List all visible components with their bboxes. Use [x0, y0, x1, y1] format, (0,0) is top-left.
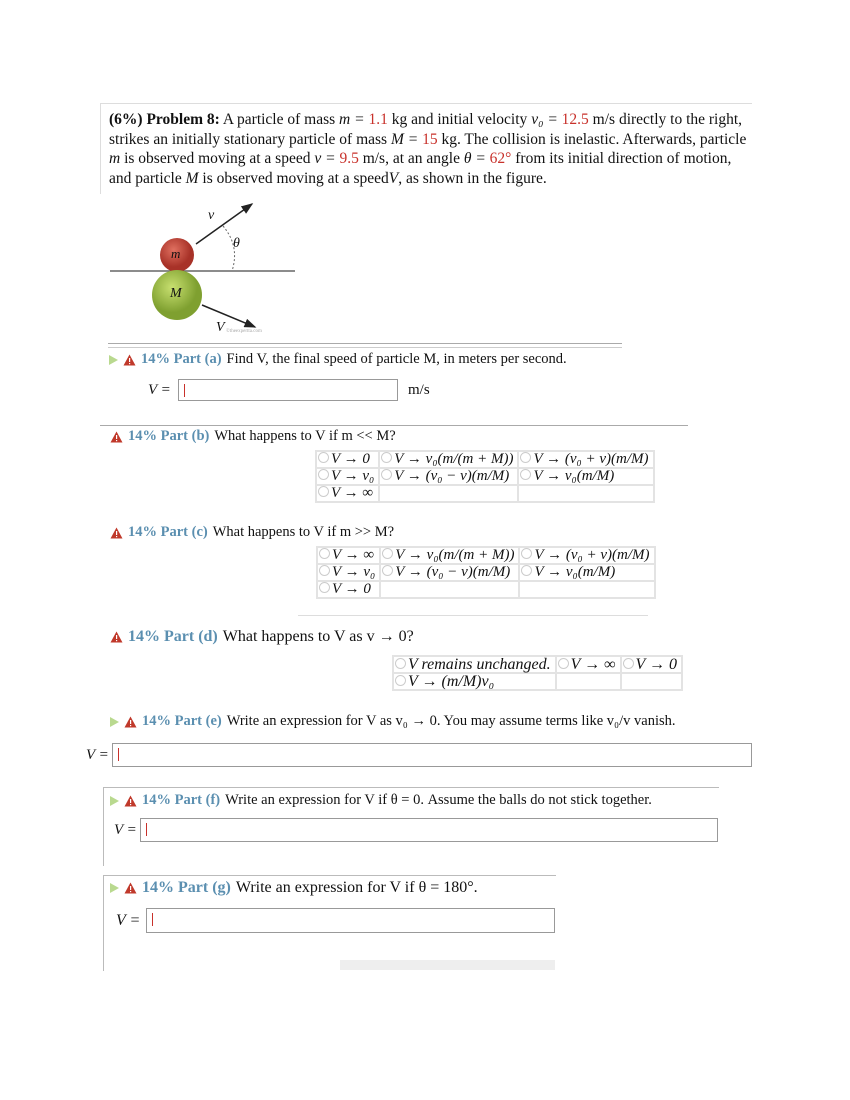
option-cell: [316, 485, 379, 502]
warning-icon: [110, 527, 123, 539]
label-v: v: [208, 208, 215, 223]
radio-button[interactable]: [319, 582, 330, 593]
part-a-label: 14% Part (a): [141, 351, 222, 367]
hint-play-icon[interactable]: [110, 717, 119, 727]
option-label[interactable]: V → (v₀ + v)(m/M): [534, 547, 650, 563]
option-label[interactable]: V → v₀(m/(m + M)): [395, 547, 515, 563]
option-row: [316, 468, 654, 485]
option-cell: [519, 581, 654, 598]
option-row: [317, 564, 655, 581]
answer-label: V =: [116, 911, 141, 929]
radio-button[interactable]: [318, 452, 329, 463]
option-label[interactable]: V → (v₀ + v)(m/M): [533, 451, 649, 467]
part-d-header: [110, 628, 414, 646]
option-label[interactable]: V → v₀: [332, 564, 376, 580]
part-b-question: What happens to V if m << M?: [214, 428, 396, 444]
option-cell: [380, 581, 519, 598]
option-cell: [380, 547, 519, 564]
part-b-options: [315, 450, 655, 503]
part-g-header: [110, 879, 478, 897]
text: is observed moving at a speed: [202, 169, 389, 187]
label-V: V: [216, 320, 225, 335]
option-cell: [518, 451, 653, 468]
option-cell: [556, 673, 621, 690]
option-row: [393, 656, 682, 673]
part-a-header: [109, 351, 567, 368]
collision-figure: [110, 196, 296, 336]
part-g-question: Write an expression for V if θ = 180°.: [235, 879, 478, 896]
symbol: v =: [314, 150, 336, 167]
option-row: [316, 485, 654, 502]
problem-statement: [100, 103, 752, 194]
part-d-label: 14% Part (d): [128, 628, 218, 645]
part-g-answer-input[interactable]: [146, 908, 555, 933]
option-cell: [317, 564, 380, 581]
part-e-question: Write an expression for V as v₀ → 0. You may assume terms like v₀/v vanish.: [226, 713, 676, 729]
v-value: 9.5: [339, 150, 359, 167]
part-f-question: Write an expression for V if θ = 0. Assume the balls do not stick together.: [225, 792, 652, 808]
option-label[interactable]: V → v₀(m/M): [533, 468, 615, 484]
option-label[interactable]: V → 0: [331, 451, 370, 467]
option-label[interactable]: V → ∞: [332, 547, 375, 563]
divider: [108, 347, 622, 348]
part-a-answer-input[interactable]: [178, 379, 398, 401]
part-d-question: What happens to V as v → 0?: [222, 628, 414, 645]
radio-button[interactable]: [318, 469, 329, 480]
radio-button[interactable]: [381, 469, 392, 480]
part-f-answer-row: [114, 818, 718, 842]
symbol: m =: [339, 111, 365, 128]
radio-button[interactable]: [395, 675, 406, 686]
option-cell: [519, 564, 654, 581]
part-e-answer-row: [86, 743, 752, 767]
text: , as shown in the figure.: [398, 169, 547, 187]
text: kg and initial velocity: [391, 111, 528, 128]
hint-play-icon[interactable]: [110, 796, 119, 806]
text: m/s directly to the right, strikes an initially stationary particle of mass: [109, 111, 743, 148]
option-label[interactable]: V → v₀(m/(m + M)): [394, 451, 514, 467]
radio-button[interactable]: [521, 548, 532, 559]
option-label[interactable]: V → 0: [332, 581, 371, 597]
part-e-header: [110, 713, 676, 730]
option-cell: [393, 673, 556, 690]
option-cell: [518, 468, 653, 485]
symbol: m: [109, 150, 121, 167]
theta-value: 62°: [489, 150, 512, 167]
text: is observed moving at a speed: [124, 150, 311, 167]
text: from its initial direction of motion, and particle: [109, 150, 732, 187]
label-theta: θ: [233, 236, 240, 251]
radio-button[interactable]: [558, 658, 569, 669]
option-label[interactable]: V → v₀(m/M): [534, 564, 616, 580]
part-a-answer-row: [148, 379, 430, 401]
answer-label: V =: [148, 381, 171, 398]
option-row: [316, 451, 654, 468]
part-a-question: Find V, the final speed of particle M, in meters per second.: [226, 351, 567, 367]
part-b-label: 14% Part (b): [128, 428, 210, 444]
radio-button[interactable]: [623, 658, 634, 669]
part-c-question: What happens to V if m >> M?: [212, 524, 395, 540]
option-cell: [556, 656, 621, 673]
option-label[interactable]: V → v₀: [331, 468, 375, 484]
radio-button[interactable]: [319, 548, 330, 559]
option-label[interactable]: V → (v₀ − v)(m/M): [394, 468, 510, 484]
option-cell: [317, 547, 380, 564]
warning-icon: [110, 631, 123, 643]
warning-icon: [124, 795, 137, 807]
part-g-label: 14% Part (g): [142, 879, 231, 896]
option-row: [393, 673, 682, 690]
warning-icon: [110, 431, 123, 443]
divider: [100, 425, 688, 426]
label-m: m: [171, 246, 181, 261]
symbol: θ =: [463, 150, 486, 167]
symbol: M =: [390, 130, 419, 148]
divider: [298, 615, 648, 616]
problem-label: (6%) Problem 8:: [109, 111, 220, 128]
part-g-answer-row: [116, 908, 555, 933]
warning-icon: [124, 716, 137, 728]
part-f-answer-input[interactable]: [140, 818, 718, 842]
unit-label: m/s: [408, 381, 430, 398]
divider: [108, 343, 622, 344]
part-f-header: [110, 792, 652, 809]
option-cell: [317, 581, 380, 598]
part-d-options: [392, 655, 683, 691]
answer-label: V =: [114, 821, 137, 838]
option-label[interactable]: V → (v₀ − v)(m/M): [395, 564, 511, 580]
mass-M-value: 15: [422, 130, 438, 148]
part-f-label: 14% Part (f): [142, 792, 221, 808]
label-M: M: [170, 286, 182, 301]
option-label[interactable]: V remains unchanged.: [408, 656, 551, 673]
part-e-label: 14% Part (e): [142, 713, 222, 729]
option-cell: [379, 485, 518, 502]
v0-value: 12.5: [561, 111, 589, 128]
option-cell: [316, 451, 379, 468]
part-c-options: [316, 546, 656, 599]
option-label[interactable]: V → 0: [635, 656, 678, 673]
radio-button[interactable]: [520, 452, 531, 463]
part-b-header: [110, 428, 396, 445]
radio-button[interactable]: [318, 486, 329, 497]
radio-button[interactable]: [382, 548, 393, 559]
text: m/s, at an angle: [362, 150, 460, 167]
hint-play-icon[interactable]: [109, 355, 118, 365]
warning-icon: [123, 354, 136, 366]
hint-play-icon[interactable]: [110, 883, 119, 893]
warning-icon: [124, 882, 137, 894]
radio-button[interactable]: [521, 565, 532, 576]
option-cell: [379, 451, 518, 468]
option-cell: [518, 485, 653, 502]
part-e-answer-input[interactable]: [112, 743, 752, 767]
option-cell: [316, 468, 379, 485]
text: A particle of mass: [222, 111, 336, 128]
radio-button[interactable]: [395, 658, 406, 669]
option-cell: [621, 656, 682, 673]
symbol: M: [185, 169, 199, 187]
keypad-edge: [340, 960, 555, 970]
figure-credit: ©theexpertta.com: [226, 329, 262, 334]
option-cell: [393, 656, 556, 673]
symbol: V: [388, 169, 399, 187]
option-cell: [379, 468, 518, 485]
radio-button[interactable]: [319, 565, 330, 576]
text: kg. The collision is inelastic. Afterwards, particle: [441, 130, 747, 148]
symbol: v₀ =: [531, 111, 558, 128]
mass-m-value: 1.1: [368, 111, 388, 128]
option-label[interactable]: V → ∞: [570, 656, 616, 673]
option-row: [317, 581, 655, 598]
part-c-label: 14% Part (c): [128, 524, 208, 540]
option-cell: [380, 564, 519, 581]
answer-label: V =: [86, 746, 109, 763]
part-c-header: [110, 524, 394, 541]
option-label[interactable]: V → (m/M)v₀: [408, 673, 495, 690]
radio-button[interactable]: [381, 452, 392, 463]
radio-button[interactable]: [382, 565, 393, 576]
option-label[interactable]: V → ∞: [331, 485, 374, 501]
option-cell: [621, 673, 682, 690]
radio-button[interactable]: [520, 469, 531, 480]
option-row: [317, 547, 655, 564]
option-cell: [519, 547, 654, 564]
